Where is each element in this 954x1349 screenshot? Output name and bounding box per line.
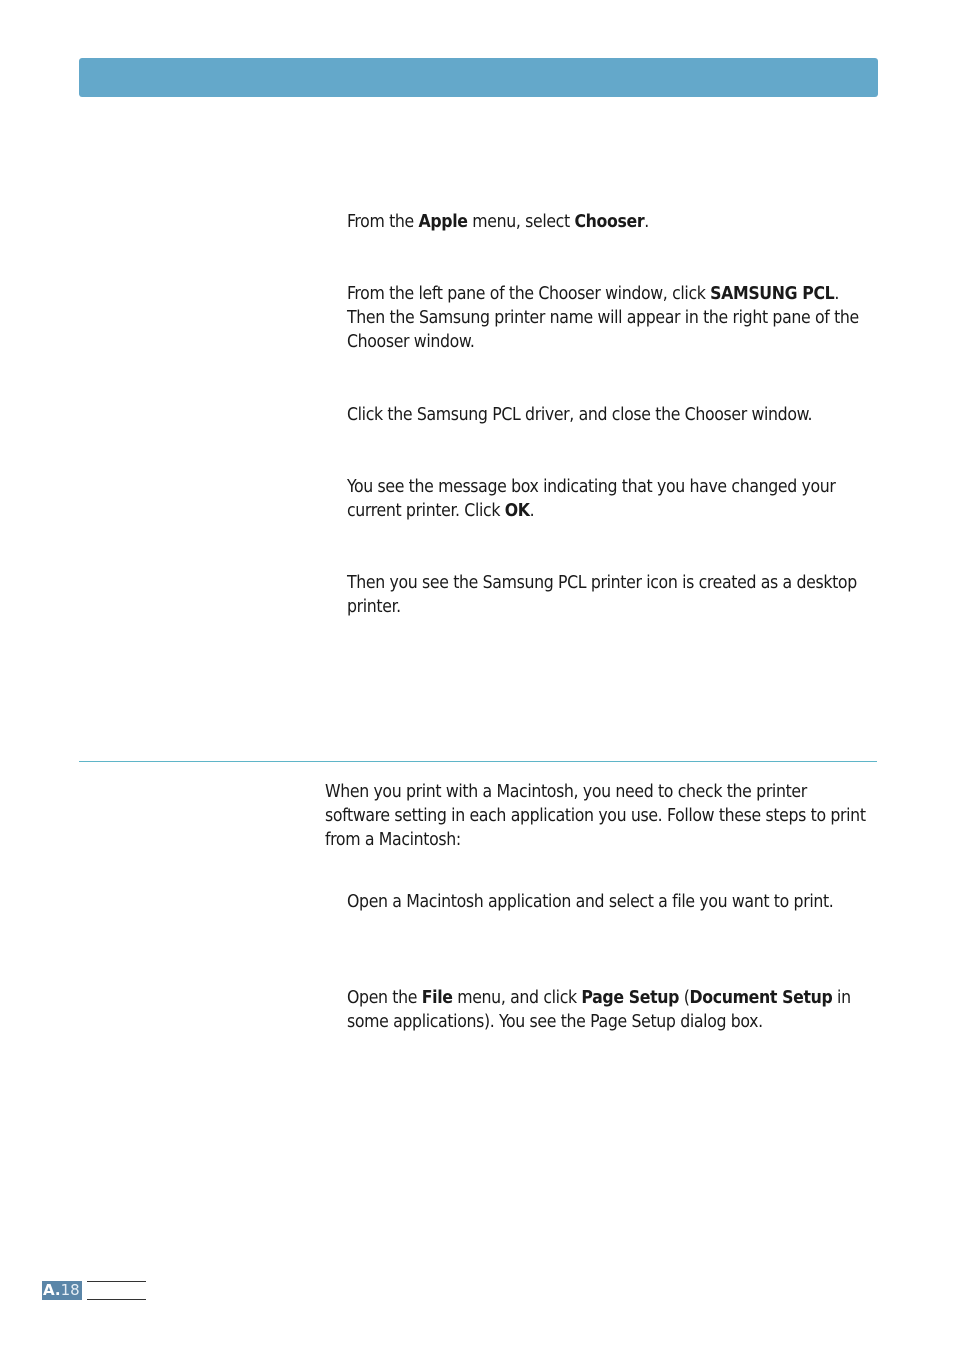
bold-term: OK	[504, 501, 530, 521]
step-page-setup: Open the File menu, and click Page Setup (Document Setup in some applications). You see the Page Setup dialog box.	[347, 988, 851, 1032]
bold-term: Apple	[418, 212, 468, 232]
header-bar	[79, 58, 878, 97]
step-desktop-printer: Then you see the Samsung PCL printer icon is created as a desktop printer.	[347, 573, 857, 617]
bold-term: File	[421, 988, 453, 1008]
step-close-chooser: Click the Samsung PCL driver, and close the Chooser window.	[347, 405, 813, 425]
page-prefix: A.	[43, 1281, 61, 1299]
step-click-ok: You see the message box indicating that you have changed your current printer. Click OK.	[347, 477, 836, 521]
bold-term: SAMSUNG PCL	[710, 284, 835, 304]
step-apple-menu: From the Apple menu, select Chooser.	[347, 212, 649, 232]
intro-paragraph: When you print with a Macintosh, you need to check the printer software setting in each application you use. Follow these steps to print from a Macintosh:	[325, 782, 866, 850]
bold-term: Chooser	[574, 212, 645, 232]
step-select-samsung-pcl: From the left pane of the Chooser window, click SAMSUNG PCL. Then the Samsung printer name will appear in the right pane of the Chooser window.	[347, 284, 859, 352]
bold-term: Document Setup	[689, 988, 833, 1008]
page-number-badge	[42, 1281, 82, 1300]
page-number: 18	[60, 1281, 80, 1299]
step-open-application: Open a Macintosh application and select a file you want to print.	[347, 892, 834, 912]
bold-term: Page Setup	[581, 988, 680, 1008]
section-divider	[79, 761, 877, 762]
footer-rule-bottom	[87, 1299, 146, 1300]
footer-rule-top	[87, 1281, 146, 1282]
